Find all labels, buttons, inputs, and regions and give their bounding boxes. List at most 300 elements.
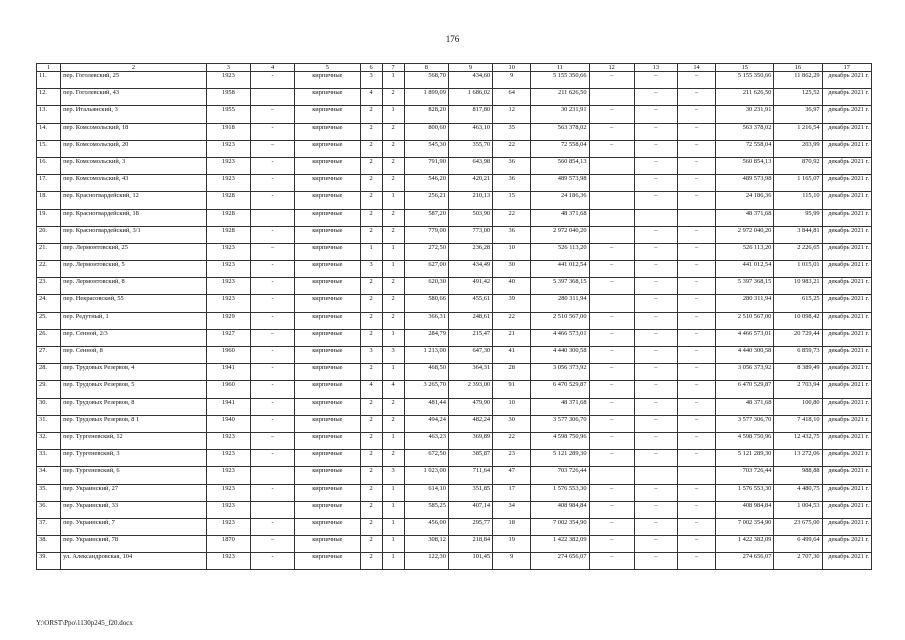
table-row bbox=[37, 157, 872, 174]
row-number-cell: 11. bbox=[37, 72, 61, 89]
floors-cell: 2 bbox=[360, 209, 382, 226]
floors-cell: 2 bbox=[360, 536, 382, 553]
cost-per-sqm-cell: 6 859,73 bbox=[774, 347, 822, 364]
year-built-cell: 1923 bbox=[206, 518, 250, 535]
cost-col-12-cell bbox=[589, 175, 634, 192]
total-area-cell: 779,00 bbox=[404, 226, 448, 243]
cost-col-13-cell: – bbox=[634, 329, 677, 346]
total-cost-cell: 72 558,04 bbox=[531, 140, 589, 157]
wall-col-4-cell: - bbox=[251, 484, 295, 501]
cost-per-sqm-cell: 23 675,00 bbox=[774, 518, 822, 535]
cost-col-12-cell: – bbox=[589, 329, 634, 346]
cost-col-15-cell: 30 231,91 bbox=[716, 106, 774, 123]
wall-material-cell: кирпичные bbox=[295, 347, 360, 364]
total-cost-cell: 1 422 382,09 bbox=[531, 536, 589, 553]
total-area-cell: 545,30 bbox=[404, 140, 448, 157]
wall-col-4-cell: - bbox=[251, 157, 295, 174]
total-cost-cell: 280 311,94 bbox=[531, 295, 589, 312]
row-number-cell: 17. bbox=[37, 175, 61, 192]
row-number-cell: 15. bbox=[37, 140, 61, 157]
cost-col-13-cell: – bbox=[634, 553, 677, 570]
cost-col-12-cell: – bbox=[589, 123, 634, 140]
address-cell: пер. Тургеневский, 12 bbox=[61, 432, 207, 449]
cost-col-12-cell: – bbox=[589, 553, 634, 570]
wall-col-4-cell bbox=[251, 501, 295, 518]
cost-col-14-cell: – bbox=[677, 278, 715, 295]
year-built-cell: 1960 bbox=[206, 347, 250, 364]
year-built-cell: 1918 bbox=[206, 123, 250, 140]
deadline-cell: декабрь 2021 г. bbox=[822, 261, 871, 278]
deadline-cell: декабрь 2021 г. bbox=[822, 175, 871, 192]
table-row bbox=[37, 72, 872, 89]
deadline-cell: декабрь 2021 г. bbox=[822, 209, 871, 226]
living-area-cell: 351,85 bbox=[448, 484, 492, 501]
deadline-cell: декабрь 2021 г. bbox=[822, 432, 871, 449]
living-area-cell: 711,64 bbox=[448, 467, 492, 484]
wall-col-4-cell: - bbox=[251, 518, 295, 535]
wall-material-cell: кирпичные bbox=[295, 226, 360, 243]
wall-material-cell: кирпичные bbox=[295, 157, 360, 174]
total-area-cell: 800,60 bbox=[404, 123, 448, 140]
living-area-cell: 503,90 bbox=[448, 209, 492, 226]
residents-cell: 9 bbox=[493, 553, 531, 570]
wall-material-cell: кирпичные bbox=[295, 278, 360, 295]
table-row bbox=[37, 536, 872, 553]
table-row bbox=[37, 501, 872, 518]
cost-col-15-cell: 211 626,50 bbox=[716, 89, 774, 106]
cost-per-sqm-cell: 2 707,30 bbox=[774, 553, 822, 570]
entrances-cell: 2 bbox=[382, 175, 404, 192]
floors-cell: 2 bbox=[360, 432, 382, 449]
cost-col-13-cell: – bbox=[634, 501, 677, 518]
deadline-cell: декабрь 2021 г. bbox=[822, 278, 871, 295]
cost-col-15-cell: 703 726,44 bbox=[716, 467, 774, 484]
address-cell: пер. Гоголевский, 25 bbox=[61, 72, 207, 89]
cost-col-12-cell bbox=[589, 157, 634, 174]
residents-cell: 64 bbox=[493, 89, 531, 106]
column-number-cell: 7 bbox=[382, 64, 404, 72]
wall-material-cell: кирпичные bbox=[295, 329, 360, 346]
row-number-cell: 32. bbox=[37, 432, 61, 449]
year-built-cell: 1941 bbox=[206, 398, 250, 415]
cost-col-13-cell: – bbox=[634, 123, 677, 140]
cost-col-14-cell: – bbox=[677, 192, 715, 209]
floors-cell: 3 bbox=[360, 72, 382, 89]
cost-per-sqm-cell: 3 844,81 bbox=[774, 226, 822, 243]
entrances-cell: 2 bbox=[382, 278, 404, 295]
floors-cell: 4 bbox=[360, 89, 382, 106]
year-built-cell: 1923 bbox=[206, 140, 250, 157]
address-cell: пер. Украинский, 27 bbox=[61, 484, 207, 501]
cost-col-15-cell: 3 577 306,70 bbox=[716, 415, 774, 432]
residents-cell: 30 bbox=[493, 261, 531, 278]
total-cost-cell: 48 371,68 bbox=[531, 398, 589, 415]
wall-col-4-cell: – bbox=[251, 243, 295, 260]
cost-col-13-cell: – bbox=[634, 243, 677, 260]
residents-cell: 17 bbox=[493, 484, 531, 501]
address-cell: пер. Тургеневский, 6 bbox=[61, 467, 207, 484]
residents-cell: 36 bbox=[493, 175, 531, 192]
entrances-cell: 3 bbox=[382, 347, 404, 364]
total-area-cell: 122,30 bbox=[404, 553, 448, 570]
row-number-cell: 24. bbox=[37, 295, 61, 312]
year-built-cell: 1923 bbox=[206, 467, 250, 484]
year-built-cell: 1923 bbox=[206, 484, 250, 501]
deadline-cell: декабрь 2021 г. bbox=[822, 123, 871, 140]
wall-material-cell: кирпичные bbox=[295, 72, 360, 89]
address-cell: пер. Некрасовский, 55 bbox=[61, 295, 207, 312]
cost-col-12-cell: – bbox=[589, 536, 634, 553]
floors-cell: 2 bbox=[360, 501, 382, 518]
cost-per-sqm-cell: 4 480,75 bbox=[774, 484, 822, 501]
living-area-cell: 236,28 bbox=[448, 243, 492, 260]
address-cell: ул. Александровская, 104 bbox=[61, 553, 207, 570]
cost-col-15-cell: 5 397 368,15 bbox=[716, 278, 774, 295]
cost-col-15-cell: 1 576 553,30 bbox=[716, 484, 774, 501]
deadline-cell: декабрь 2021 г. bbox=[822, 553, 871, 570]
deadline-cell: декабрь 2021 г. bbox=[822, 381, 871, 398]
entrances-cell: 1 bbox=[382, 106, 404, 123]
cost-col-15-cell: 274 656,07 bbox=[716, 553, 774, 570]
total-area-cell: 481,44 bbox=[404, 398, 448, 415]
wall-col-4-cell: – bbox=[251, 432, 295, 449]
cost-col-15-cell: 441 012,54 bbox=[716, 261, 774, 278]
row-number-cell: 27. bbox=[37, 347, 61, 364]
table-row bbox=[37, 398, 872, 415]
residents-cell: 21 bbox=[493, 329, 531, 346]
cost-per-sqm-cell: 12 432,75 bbox=[774, 432, 822, 449]
total-area-cell: 463,23 bbox=[404, 432, 448, 449]
cost-per-sqm-cell: 203,99 bbox=[774, 140, 822, 157]
cost-col-15-cell: 5 121 289,30 bbox=[716, 450, 774, 467]
address-cell: пер. Комсомольский, 3 bbox=[61, 157, 207, 174]
wall-col-4-cell: – bbox=[251, 106, 295, 123]
living-area-cell: 369,89 bbox=[448, 432, 492, 449]
year-built-cell: 1940 bbox=[206, 415, 250, 432]
cost-col-12-cell bbox=[589, 192, 634, 209]
row-number-cell: 38. bbox=[37, 536, 61, 553]
cost-col-13-cell: – bbox=[634, 450, 677, 467]
deadline-cell: декабрь 2021 г. bbox=[822, 450, 871, 467]
address-cell: пер. Украинский, 7 bbox=[61, 518, 207, 535]
living-area-cell: 491,42 bbox=[448, 278, 492, 295]
total-area-cell: 1 023,00 bbox=[404, 467, 448, 484]
living-area-cell: 385,87 bbox=[448, 450, 492, 467]
year-built-cell: 1923 bbox=[206, 261, 250, 278]
column-number-cell: 11 bbox=[531, 64, 589, 72]
cost-col-13-cell bbox=[634, 209, 677, 226]
total-area-cell: 568,70 bbox=[404, 72, 448, 89]
deadline-cell: декабрь 2021 г. bbox=[822, 140, 871, 157]
cost-per-sqm-cell: 988,88 bbox=[774, 467, 822, 484]
residents-cell: 22 bbox=[493, 312, 531, 329]
deadline-cell: декабрь 2021 г. bbox=[822, 536, 871, 553]
cost-col-15-cell: 48 371,68 bbox=[716, 398, 774, 415]
address-cell: пер. Тургеневский, 3 bbox=[61, 450, 207, 467]
cost-col-13-cell: – bbox=[634, 518, 677, 535]
wall-col-4-cell: – bbox=[251, 536, 295, 553]
floors-cell: 2 bbox=[360, 518, 382, 535]
entrances-cell: 1 bbox=[382, 432, 404, 449]
cost-col-14-cell bbox=[677, 209, 715, 226]
total-area-cell: 308,12 bbox=[404, 536, 448, 553]
total-cost-cell: 4 440 300,58 bbox=[531, 347, 589, 364]
living-area-cell: 364,31 bbox=[448, 364, 492, 381]
cost-col-15-cell: 2 972 040,20 bbox=[716, 226, 774, 243]
wall-col-4-cell: - bbox=[251, 123, 295, 140]
wall-col-4-cell: - bbox=[251, 261, 295, 278]
cost-col-14-cell: – bbox=[677, 518, 715, 535]
cost-col-15-cell: 5 155 350,66 bbox=[716, 72, 774, 89]
living-area-cell: 643,98 bbox=[448, 157, 492, 174]
address-cell: пер. Трудовых Резервов, 8 1 bbox=[61, 415, 207, 432]
deadline-cell: декабрь 2021 г. bbox=[822, 398, 871, 415]
table-row bbox=[37, 450, 872, 467]
cost-col-14-cell: – bbox=[677, 312, 715, 329]
cost-col-15-cell: 489 573,98 bbox=[716, 175, 774, 192]
residents-cell: 36 bbox=[493, 157, 531, 174]
wall-col-4-cell: – bbox=[251, 140, 295, 157]
column-number-cell: 6 bbox=[360, 64, 382, 72]
cost-per-sqm-cell: 8 389,49 bbox=[774, 364, 822, 381]
wall-col-4-cell: - bbox=[251, 192, 295, 209]
deadline-cell: декабрь 2021 г. bbox=[822, 518, 871, 535]
wall-material-cell: кирпичные bbox=[295, 553, 360, 570]
address-cell: пер. Трудовых Резервов, 5 bbox=[61, 381, 207, 398]
table-row bbox=[37, 432, 872, 449]
cost-per-sqm-cell: 615,25 bbox=[774, 295, 822, 312]
living-area-cell: 2 393,00 bbox=[448, 381, 492, 398]
floors-cell: 2 bbox=[360, 450, 382, 467]
wall-material-cell: кирпичные bbox=[295, 243, 360, 260]
column-number-cell: 14 bbox=[677, 64, 715, 72]
year-built-cell: 1928 bbox=[206, 192, 250, 209]
residents-cell: 30 bbox=[493, 415, 531, 432]
address-cell: пер. Лермонтовский, 25 bbox=[61, 243, 207, 260]
wall-material-cell: кирпичные bbox=[295, 415, 360, 432]
cost-col-14-cell: – bbox=[677, 261, 715, 278]
cost-col-15-cell: 1 422 382,09 bbox=[716, 536, 774, 553]
living-area-cell: 420,21 bbox=[448, 175, 492, 192]
floors-cell: 2 bbox=[360, 312, 382, 329]
wall-col-4-cell: - bbox=[251, 278, 295, 295]
wall-col-4-cell: - bbox=[251, 364, 295, 381]
total-cost-cell: 274 656,07 bbox=[531, 553, 589, 570]
cost-col-14-cell: – bbox=[677, 226, 715, 243]
wall-material-cell: кирпичные bbox=[295, 536, 360, 553]
entrances-cell: 4 bbox=[382, 381, 404, 398]
row-number-cell: 28. bbox=[37, 364, 61, 381]
total-cost-cell: 4 466 573,01 bbox=[531, 329, 589, 346]
living-area-cell: 295,77 bbox=[448, 518, 492, 535]
cost-col-12-cell: – bbox=[589, 347, 634, 364]
row-number-cell: 12. bbox=[37, 89, 61, 106]
cost-col-12-cell: – bbox=[589, 398, 634, 415]
cost-col-14-cell: – bbox=[677, 106, 715, 123]
entrances-cell: 1 bbox=[382, 243, 404, 260]
residents-cell: 41 bbox=[493, 347, 531, 364]
address-cell: пер. Трудовых Резервов, 4 bbox=[61, 364, 207, 381]
floors-cell: 2 bbox=[360, 364, 382, 381]
column-number-cell: 2 bbox=[61, 64, 207, 72]
wall-material-cell: кирпичные bbox=[295, 432, 360, 449]
total-area-cell: 272,50 bbox=[404, 243, 448, 260]
cost-col-14-cell: – bbox=[677, 450, 715, 467]
total-cost-cell: 30 231,91 bbox=[531, 106, 589, 123]
wall-material-cell: кирпичные bbox=[295, 261, 360, 278]
row-number-cell: 18. bbox=[37, 192, 61, 209]
deadline-cell: декабрь 2021 г. bbox=[822, 364, 871, 381]
address-cell: пер. Гоголевский, 43 bbox=[61, 89, 207, 106]
year-built-cell: 1923 bbox=[206, 157, 250, 174]
total-area-cell: 672,50 bbox=[404, 450, 448, 467]
entrances-cell: 2 bbox=[382, 295, 404, 312]
total-area-cell: 614,10 bbox=[404, 484, 448, 501]
cost-col-14-cell: – bbox=[677, 364, 715, 381]
wall-col-4-cell: - bbox=[251, 553, 295, 570]
entrances-cell: 2 bbox=[382, 157, 404, 174]
total-cost-cell: 5 121 289,30 bbox=[531, 450, 589, 467]
residents-cell: 22 bbox=[493, 432, 531, 449]
table-row bbox=[37, 467, 872, 484]
cost-per-sqm-cell: 125,52 bbox=[774, 89, 822, 106]
address-cell: пер. Украинский, 78 bbox=[61, 536, 207, 553]
total-area-cell: 1 213,00 bbox=[404, 347, 448, 364]
cost-col-13-cell: – bbox=[634, 89, 677, 106]
deadline-cell: декабрь 2021 г. bbox=[822, 106, 871, 123]
total-cost-cell: 211 626,50 bbox=[531, 89, 589, 106]
wall-material-cell: кирпичные bbox=[295, 312, 360, 329]
living-area-cell: 434,60 bbox=[448, 72, 492, 89]
table-row bbox=[37, 295, 872, 312]
deadline-cell: декабрь 2021 г. bbox=[822, 72, 871, 89]
cost-col-14-cell: – bbox=[677, 295, 715, 312]
column-number-cell: 8 bbox=[404, 64, 448, 72]
deadline-cell: декабрь 2021 г. bbox=[822, 295, 871, 312]
residents-cell: 12 bbox=[493, 106, 531, 123]
wall-col-4-cell: - bbox=[251, 398, 295, 415]
cost-col-15-cell: 563 378,02 bbox=[716, 123, 774, 140]
floors-cell: 2 bbox=[360, 140, 382, 157]
total-area-cell: 627,00 bbox=[404, 261, 448, 278]
total-area-cell: 468,50 bbox=[404, 364, 448, 381]
column-number-row bbox=[37, 64, 872, 72]
cost-per-sqm-cell: 36,97 bbox=[774, 106, 822, 123]
wall-col-4-cell: - bbox=[251, 347, 295, 364]
year-built-cell: 1923 bbox=[206, 72, 250, 89]
cost-col-12-cell: – bbox=[589, 415, 634, 432]
residents-cell: 35 bbox=[493, 123, 531, 140]
row-number-cell: 29. bbox=[37, 381, 61, 398]
cost-per-sqm-cell: 100,80 bbox=[774, 398, 822, 415]
wall-material-cell: кирпичные bbox=[295, 398, 360, 415]
wall-col-4-cell: - bbox=[251, 381, 295, 398]
table-row bbox=[37, 89, 872, 106]
row-number-cell: 20. bbox=[37, 226, 61, 243]
table-row bbox=[37, 415, 872, 432]
cost-col-13-cell bbox=[634, 467, 677, 484]
deadline-cell: декабрь 2021 г. bbox=[822, 157, 871, 174]
floors-cell: 2 bbox=[360, 106, 382, 123]
deadline-cell: декабрь 2021 г. bbox=[822, 226, 871, 243]
wall-col-4-cell: - bbox=[251, 312, 295, 329]
total-area-cell: 585,25 bbox=[404, 501, 448, 518]
address-cell: пер. Редутный, 1 bbox=[61, 312, 207, 329]
address-cell: пер. Лермонтовский, 5 bbox=[61, 261, 207, 278]
residents-cell: 22 bbox=[493, 209, 531, 226]
wall-col-4-cell: – bbox=[251, 329, 295, 346]
row-number-cell: 31. bbox=[37, 415, 61, 432]
cost-col-13-cell: – bbox=[634, 432, 677, 449]
cost-col-15-cell: 4 440 300,58 bbox=[716, 347, 774, 364]
cost-col-14-cell: – bbox=[677, 329, 715, 346]
residents-cell: 40 bbox=[493, 278, 531, 295]
column-number-cell: 3 bbox=[206, 64, 250, 72]
wall-col-4-cell: - bbox=[251, 415, 295, 432]
residents-cell: 10 bbox=[493, 398, 531, 415]
cost-per-sqm-cell: 1 165,07 bbox=[774, 175, 822, 192]
row-number-cell: 23. bbox=[37, 278, 61, 295]
cost-col-12-cell: – bbox=[589, 518, 634, 535]
year-built-cell: 1923 bbox=[206, 501, 250, 518]
year-built-cell: 1929 bbox=[206, 312, 250, 329]
total-cost-cell: 560 854,13 bbox=[531, 157, 589, 174]
floors-cell: 2 bbox=[360, 123, 382, 140]
residents-cell: 34 bbox=[493, 501, 531, 518]
floors-cell: 3 bbox=[360, 261, 382, 278]
living-area-cell: 463,10 bbox=[448, 123, 492, 140]
total-area-cell: 620,30 bbox=[404, 278, 448, 295]
total-cost-cell: 3 577 306,70 bbox=[531, 415, 589, 432]
cost-col-12-cell: – bbox=[589, 432, 634, 449]
address-cell: пер. Лермонтовский, 8 bbox=[61, 278, 207, 295]
address-cell: пер. Комсомольский, 43 bbox=[61, 175, 207, 192]
total-cost-cell: 2 510 567,00 bbox=[531, 312, 589, 329]
column-number-cell: 10 bbox=[493, 64, 531, 72]
living-area-cell: 355,70 bbox=[448, 140, 492, 157]
floors-cell: 2 bbox=[360, 295, 382, 312]
floors-cell: 2 bbox=[360, 398, 382, 415]
row-number-cell: 26. bbox=[37, 329, 61, 346]
total-area-cell: 791,90 bbox=[404, 157, 448, 174]
table-row bbox=[37, 192, 872, 209]
cost-col-14-cell: – bbox=[677, 89, 715, 106]
cost-col-12-cell bbox=[589, 209, 634, 226]
total-area-cell: 494,24 bbox=[404, 415, 448, 432]
address-cell: пер. Сенной, 2/3 bbox=[61, 329, 207, 346]
year-built-cell: 1927 bbox=[206, 329, 250, 346]
residents-cell: 91 bbox=[493, 381, 531, 398]
cost-col-13-cell: – bbox=[634, 106, 677, 123]
entrances-cell: 2 bbox=[382, 209, 404, 226]
cost-per-sqm-cell: 115,10 bbox=[774, 192, 822, 209]
entrances-cell: 1 bbox=[382, 261, 404, 278]
year-built-cell: 1923 bbox=[206, 278, 250, 295]
cost-col-14-cell bbox=[677, 467, 715, 484]
table-row bbox=[37, 106, 872, 123]
cost-col-15-cell: 526 113,20 bbox=[716, 243, 774, 260]
wall-material-cell: кирпичные bbox=[295, 175, 360, 192]
file-path-footer: Y:\ORST\Ppo\1130p245_f20.docx bbox=[36, 619, 133, 627]
cost-per-sqm-cell: 20 729,44 bbox=[774, 329, 822, 346]
deadline-cell: декабрь 2021 г. bbox=[822, 89, 871, 106]
registry-table bbox=[36, 63, 872, 570]
row-number-cell: 16. bbox=[37, 157, 61, 174]
wall-col-4-cell: - bbox=[251, 295, 295, 312]
floors-cell: 1 bbox=[360, 243, 382, 260]
year-built-cell: 1941 bbox=[206, 364, 250, 381]
row-number-cell: 13. bbox=[37, 106, 61, 123]
